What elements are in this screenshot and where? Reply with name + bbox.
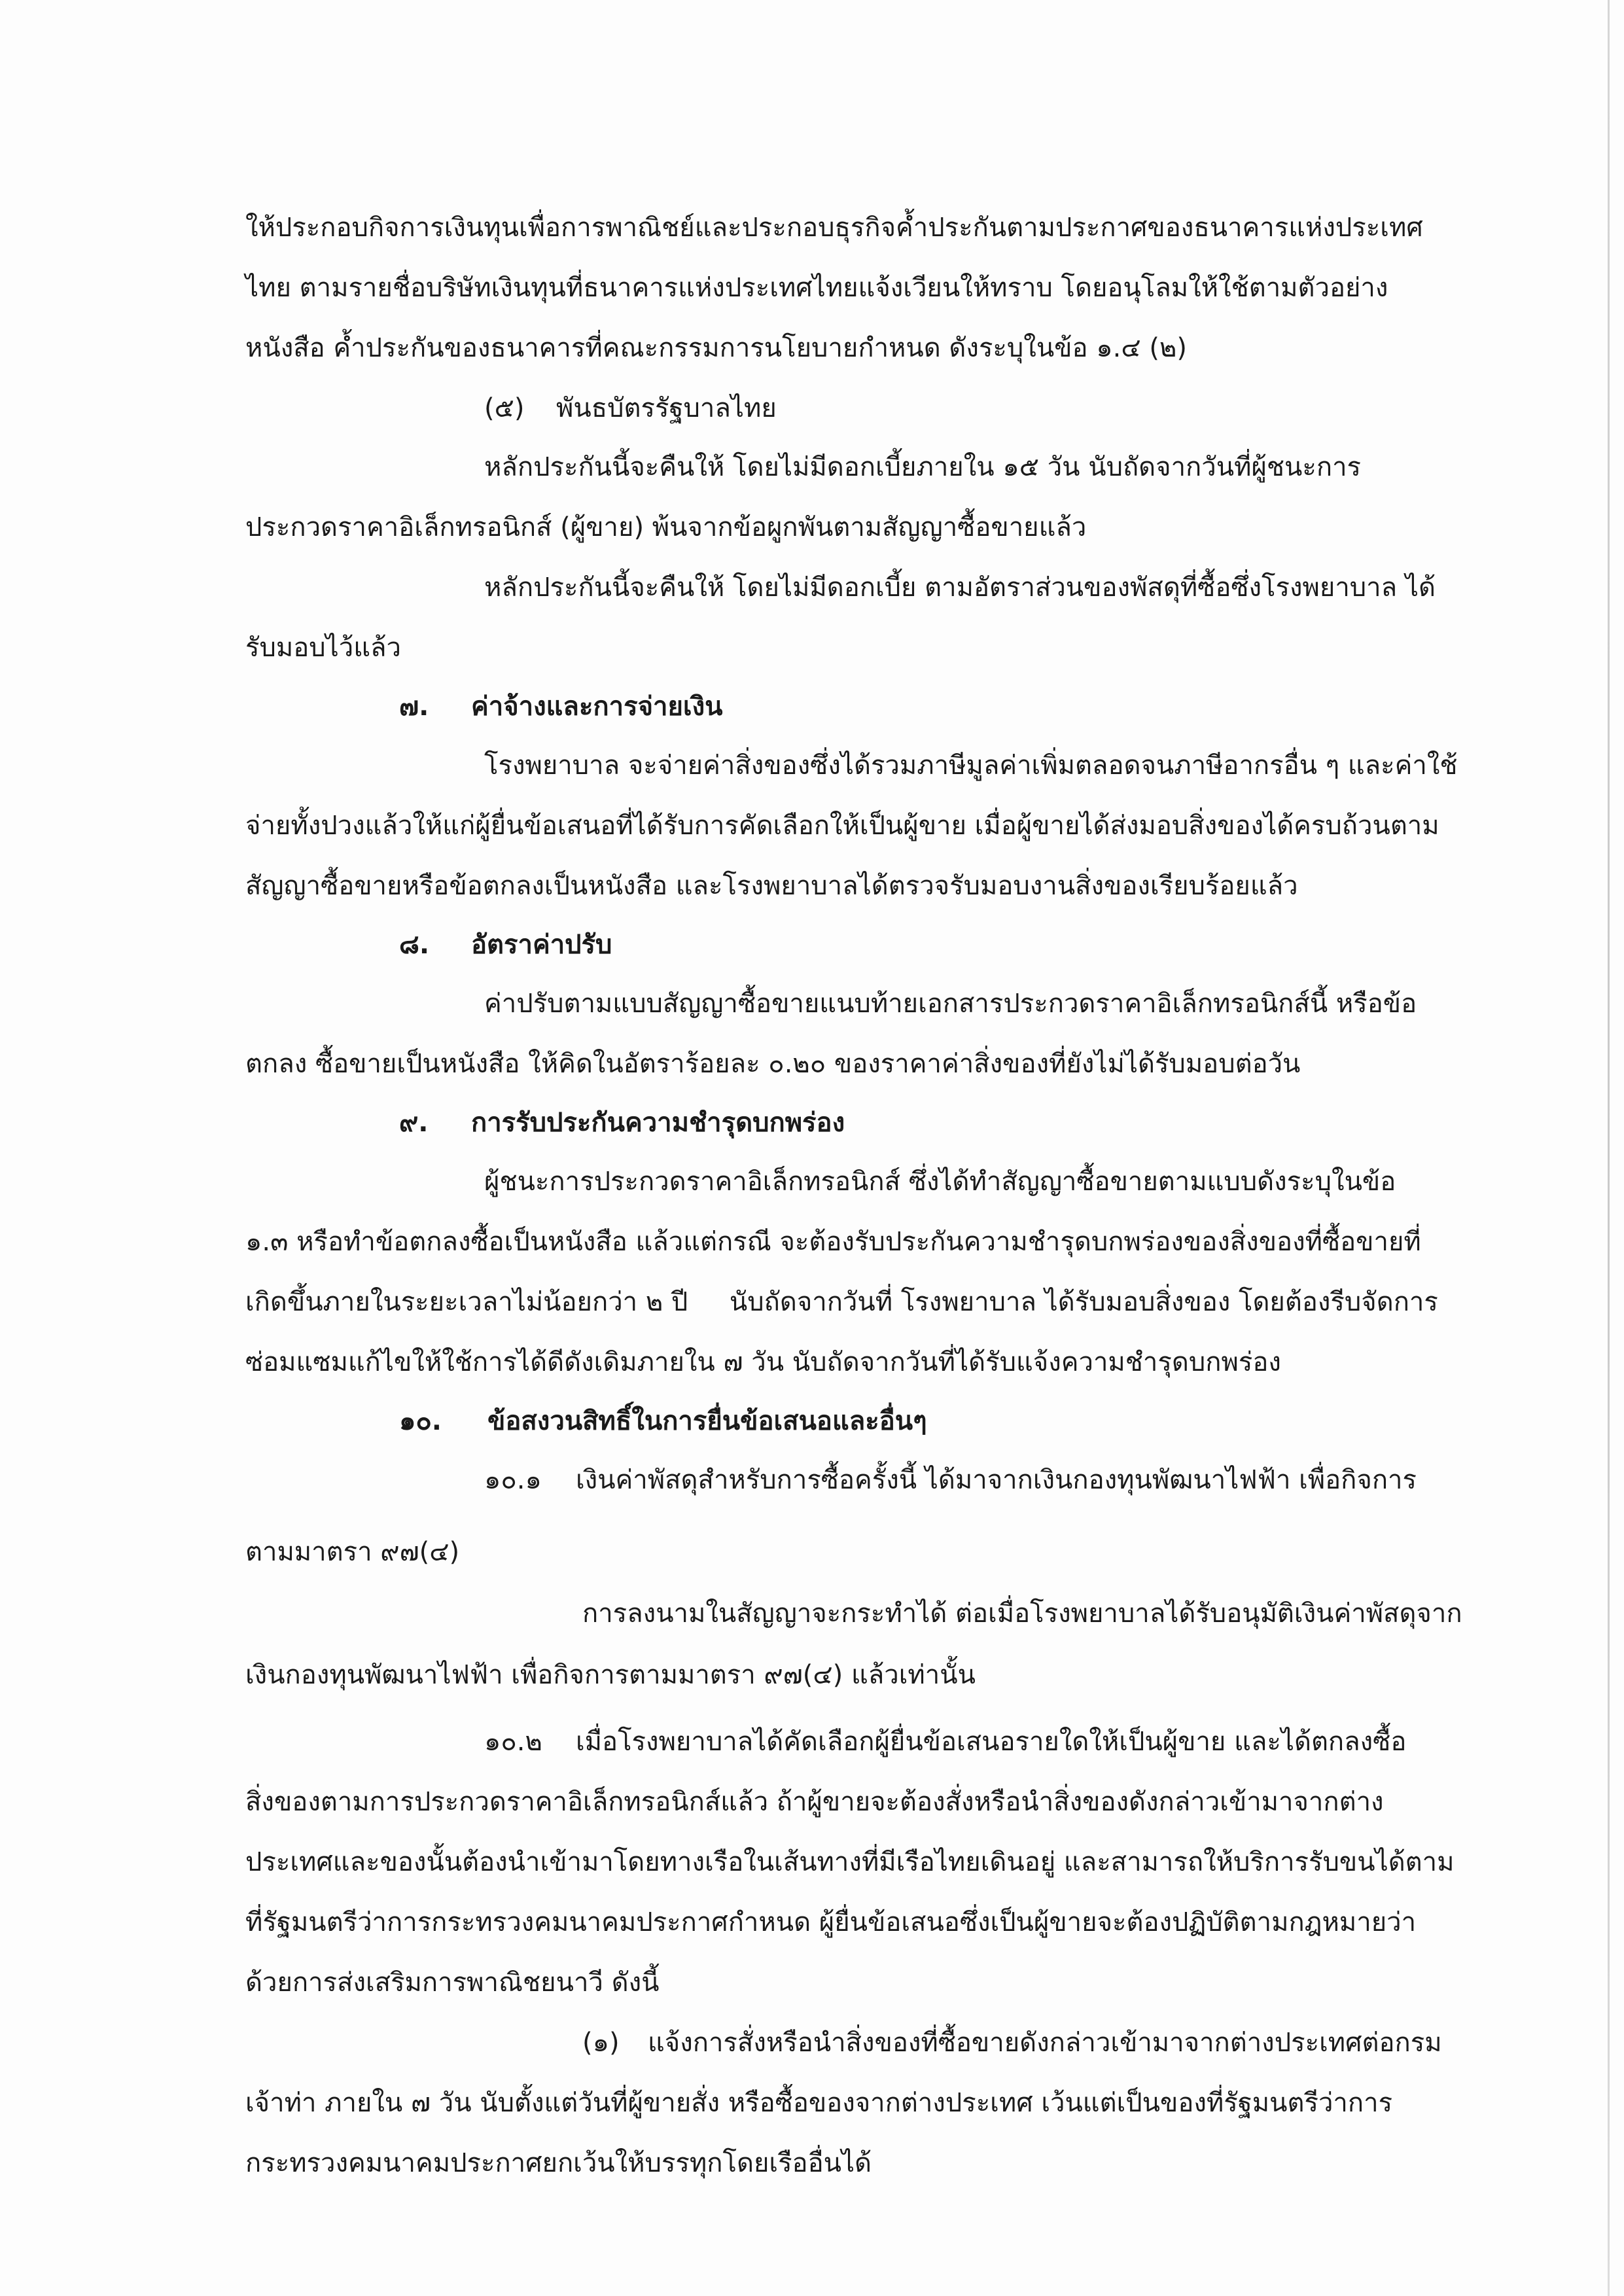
section-title: การรับประกันความชำรุดบกพร่อง (471, 1108, 845, 1138)
subsection-number: ๑๐.๒ (484, 1727, 542, 1757)
paragraph-line: เงินกองทุนพัฒนาไฟฟ้า เพื่อกิจการตามมาตรา ๙๗(๔) แล้วเท่านั้น (245, 1660, 976, 1690)
subsection-text: เมื่อโรงพยาบาลได้คัดเลือกผู้ยื่นข้อเสนอรายใดให้เป็นผู้ขาย และได้ตกลงซื้อ (576, 1727, 1407, 1757)
paragraph-line: ประเทศและของนั้นต้องนำเข้ามาโดยทางเรือในเส้นทางที่มีเรือไทยเดินอยู่ และสามารถให้บริการรับขนได้ตาม (245, 1847, 1455, 1877)
paragraph-line: ไทย ตามรายชื่อบริษัทเงินทุนที่ธนาคารแห่งประเทศไทยแจ้งเวียนให้ทราบ โดยอนุโลมให้ใช้ตามตัวอย่าง (245, 273, 1388, 303)
paragraph-line: เกิดขึ้นภายในระยะเวลาไม่น้อยกว่า ๒ ปี นับถัดจากวันที่ โรงพยาบาล ได้รับมอบสิ่งของ โดยต้องรีบจัดการ (245, 1287, 1438, 1317)
paragraph-line: เจ้าท่า ภายใน ๗ วัน นับตั้งแต่วันที่ผู้ขายสั่ง หรือซื้อของจากต่างประเทศ เว้นแต่เป็นของที่รัฐมนตรีว่าการ (245, 2088, 1393, 2118)
subsection-10-1 (484, 1462, 1417, 1498)
section-number: ๑๐. (399, 1406, 442, 1436)
paragraph-line: สัญญาซื้อขายหรือข้อตกลงเป็นหนังสือ และโรงพยาบาลได้ตรวจรับมอบงานสิ่งของเรียบร้อยแล้ว (245, 871, 1298, 901)
paragraph-line: รับมอบไว้แล้ว (245, 633, 401, 663)
paragraph-line: หลักประกันนี้จะคืนให้ โดยไม่มีดอกเบี้ยภายใน ๑๕ วัน นับถัดจากวันที่ผู้ชนะการ (484, 452, 1362, 482)
section-heading-9 (399, 1104, 845, 1141)
paragraph-line: ตกลง ซื้อขายเป็นหนังสือ ให้คิดในอัตราร้อยละ ๐.๒๐ ของราคาค่าสิ่งของที่ยังไม่ได้รับมอบต่อวัน (245, 1049, 1301, 1079)
section-title: ข้อสงวนสิทธิ์ในการยื่นข้อเสนอและอื่นๆ (487, 1406, 927, 1436)
item-text: พันธบัตรรัฐบาลไทย (556, 393, 777, 423)
paragraph-line: ๑.๓ หรือทำข้อตกลงซื้อเป็นหนังสือ แล้วแต่กรณี จะต้องรับประกันความชำรุดบกพร่องของสิ่งของที่ซื้อขายที่ (245, 1227, 1421, 1257)
item-number: (๕) (484, 393, 525, 423)
paragraph-line: ผู้ชนะการประกวดราคาอิเล็กทรอนิกส์ ซึ่งได้ทำสัญญาซื้อขายตามแบบดังระบุในข้อ (484, 1167, 1396, 1197)
section-number: ๗. (399, 692, 429, 722)
section-heading-7 (399, 688, 722, 725)
section-number: ๙. (399, 1108, 429, 1138)
paragraph-line: สิ่งของตามการประกวดราคาอิเล็กทรอนิกส์แล้ว ถ้าผู้ขายจะต้องสั่งหรือนำสิ่งของดังกล่าวเข้ามาจากต่าง (245, 1787, 1384, 1817)
paragraph-line: ตามมาตรา ๙๗(๔) (245, 1537, 460, 1567)
scan-edge-line (1608, 0, 1610, 2296)
list-item-1 (582, 2024, 1442, 2061)
paragraph-line: การลงนามในสัญญาจะกระทำได้ ต่อเมื่อโรงพยาบาลได้รับอนุมัติเงินค่าพัสดุจาก (582, 1598, 1462, 1629)
paragraph-line: ซ่อมแซมแก้ไขให้ใช้การได้ดีดังเดิมภายใน ๗ วัน นับถัดจากวันที่ได้รับแจ้งความชำรุดบกพร่อง (245, 1347, 1281, 1377)
paragraph-line: ประกวดราคาอิเล็กทรอนิกส์ (ผู้ขาย) พ้นจากข้อผูกพันตามสัญญาซื้อขายแล้ว (245, 512, 1087, 542)
section-title: ค่าจ้างและการจ่ายเงิน (471, 692, 723, 722)
subsection-10-2 (484, 1723, 1406, 1760)
paragraph-line: จ่ายทั้งปวงแล้วให้แก่ผู้ยื่นข้อเสนอที่ได้รับการคัดเลือกให้เป็นผู้ขาย เมื่อผู้ขายได้ส่งมอบสิ่งของได้ครบถ้วนตาม (245, 811, 1439, 841)
subsection-text: เงินค่าพัสดุสำหรับการซื้อครั้งนี้ ได้มาจากเงินกองทุนพัฒนาไฟฟ้า เพื่อกิจการ (576, 1465, 1417, 1495)
section-heading-8 (399, 927, 612, 963)
paragraph-line: หนังสือ ค้ำประกันของธนาคารที่คณะกรรมการนโยบายกำหนด ดังระบุในข้อ ๑.๔ (๒) (245, 333, 1187, 363)
list-item-5 (484, 390, 777, 427)
paragraph-line: ที่รัฐมนตรีว่าการกระทรวงคมนาคมประกาศกำหนด ผู้ยื่นข้อเสนอซึ่งเป็นผู้ขายจะต้องปฏิบัติตามกฎหมายว่า (245, 1907, 1417, 1937)
subsection-number: ๑๐.๑ (484, 1465, 542, 1495)
paragraph-line: กระทรวงคมนาคมประกาศยกเว้นให้บรรทุกโดยเรืออื่นได้ (245, 2148, 872, 2178)
item-number: (๑) (582, 2028, 620, 2058)
paragraph-line: หลักประกันนี้จะคืนให้ โดยไม่มีดอกเบี้ย ตามอัตราส่วนของพัสดุที่ซื้อซึ่งโรงพยาบาล ได้ (484, 573, 1436, 603)
section-heading-10 (399, 1403, 927, 1439)
paragraph-line: ด้วยการส่งเสริมการพาณิชยนาวี ดังนี้ (245, 1968, 660, 1998)
item-text: แจ้งการสั่งหรือนำสิ่งของที่ซื้อขายดังกล่าวเข้ามาจากต่างประเทศต่อกรม (648, 2028, 1442, 2058)
section-title: อัตราค่าปรับ (471, 930, 612, 960)
section-number: ๘. (399, 930, 430, 960)
paragraph-line: โรงพยาบาล จะจ่ายค่าสิ่งของซึ่งได้รวมภาษีมูลค่าเพิ่มตลอดจนภาษีอากรอื่น ๆ และค่าใช้ (484, 751, 1458, 781)
paragraph-line: ให้ประกอบกิจการเงินทุนเพื่อการพาณิชย์และประกอบธุรกิจค้ำประกันตามประกาศของธนาคารแห่งประเทศ (245, 213, 1423, 243)
paragraph-line: ค่าปรับตามแบบสัญญาซื้อขายแนบท้ายเอกสารประกวดราคาอิเล็กทรอนิกส์นี้ หรือข้อ (484, 989, 1417, 1019)
